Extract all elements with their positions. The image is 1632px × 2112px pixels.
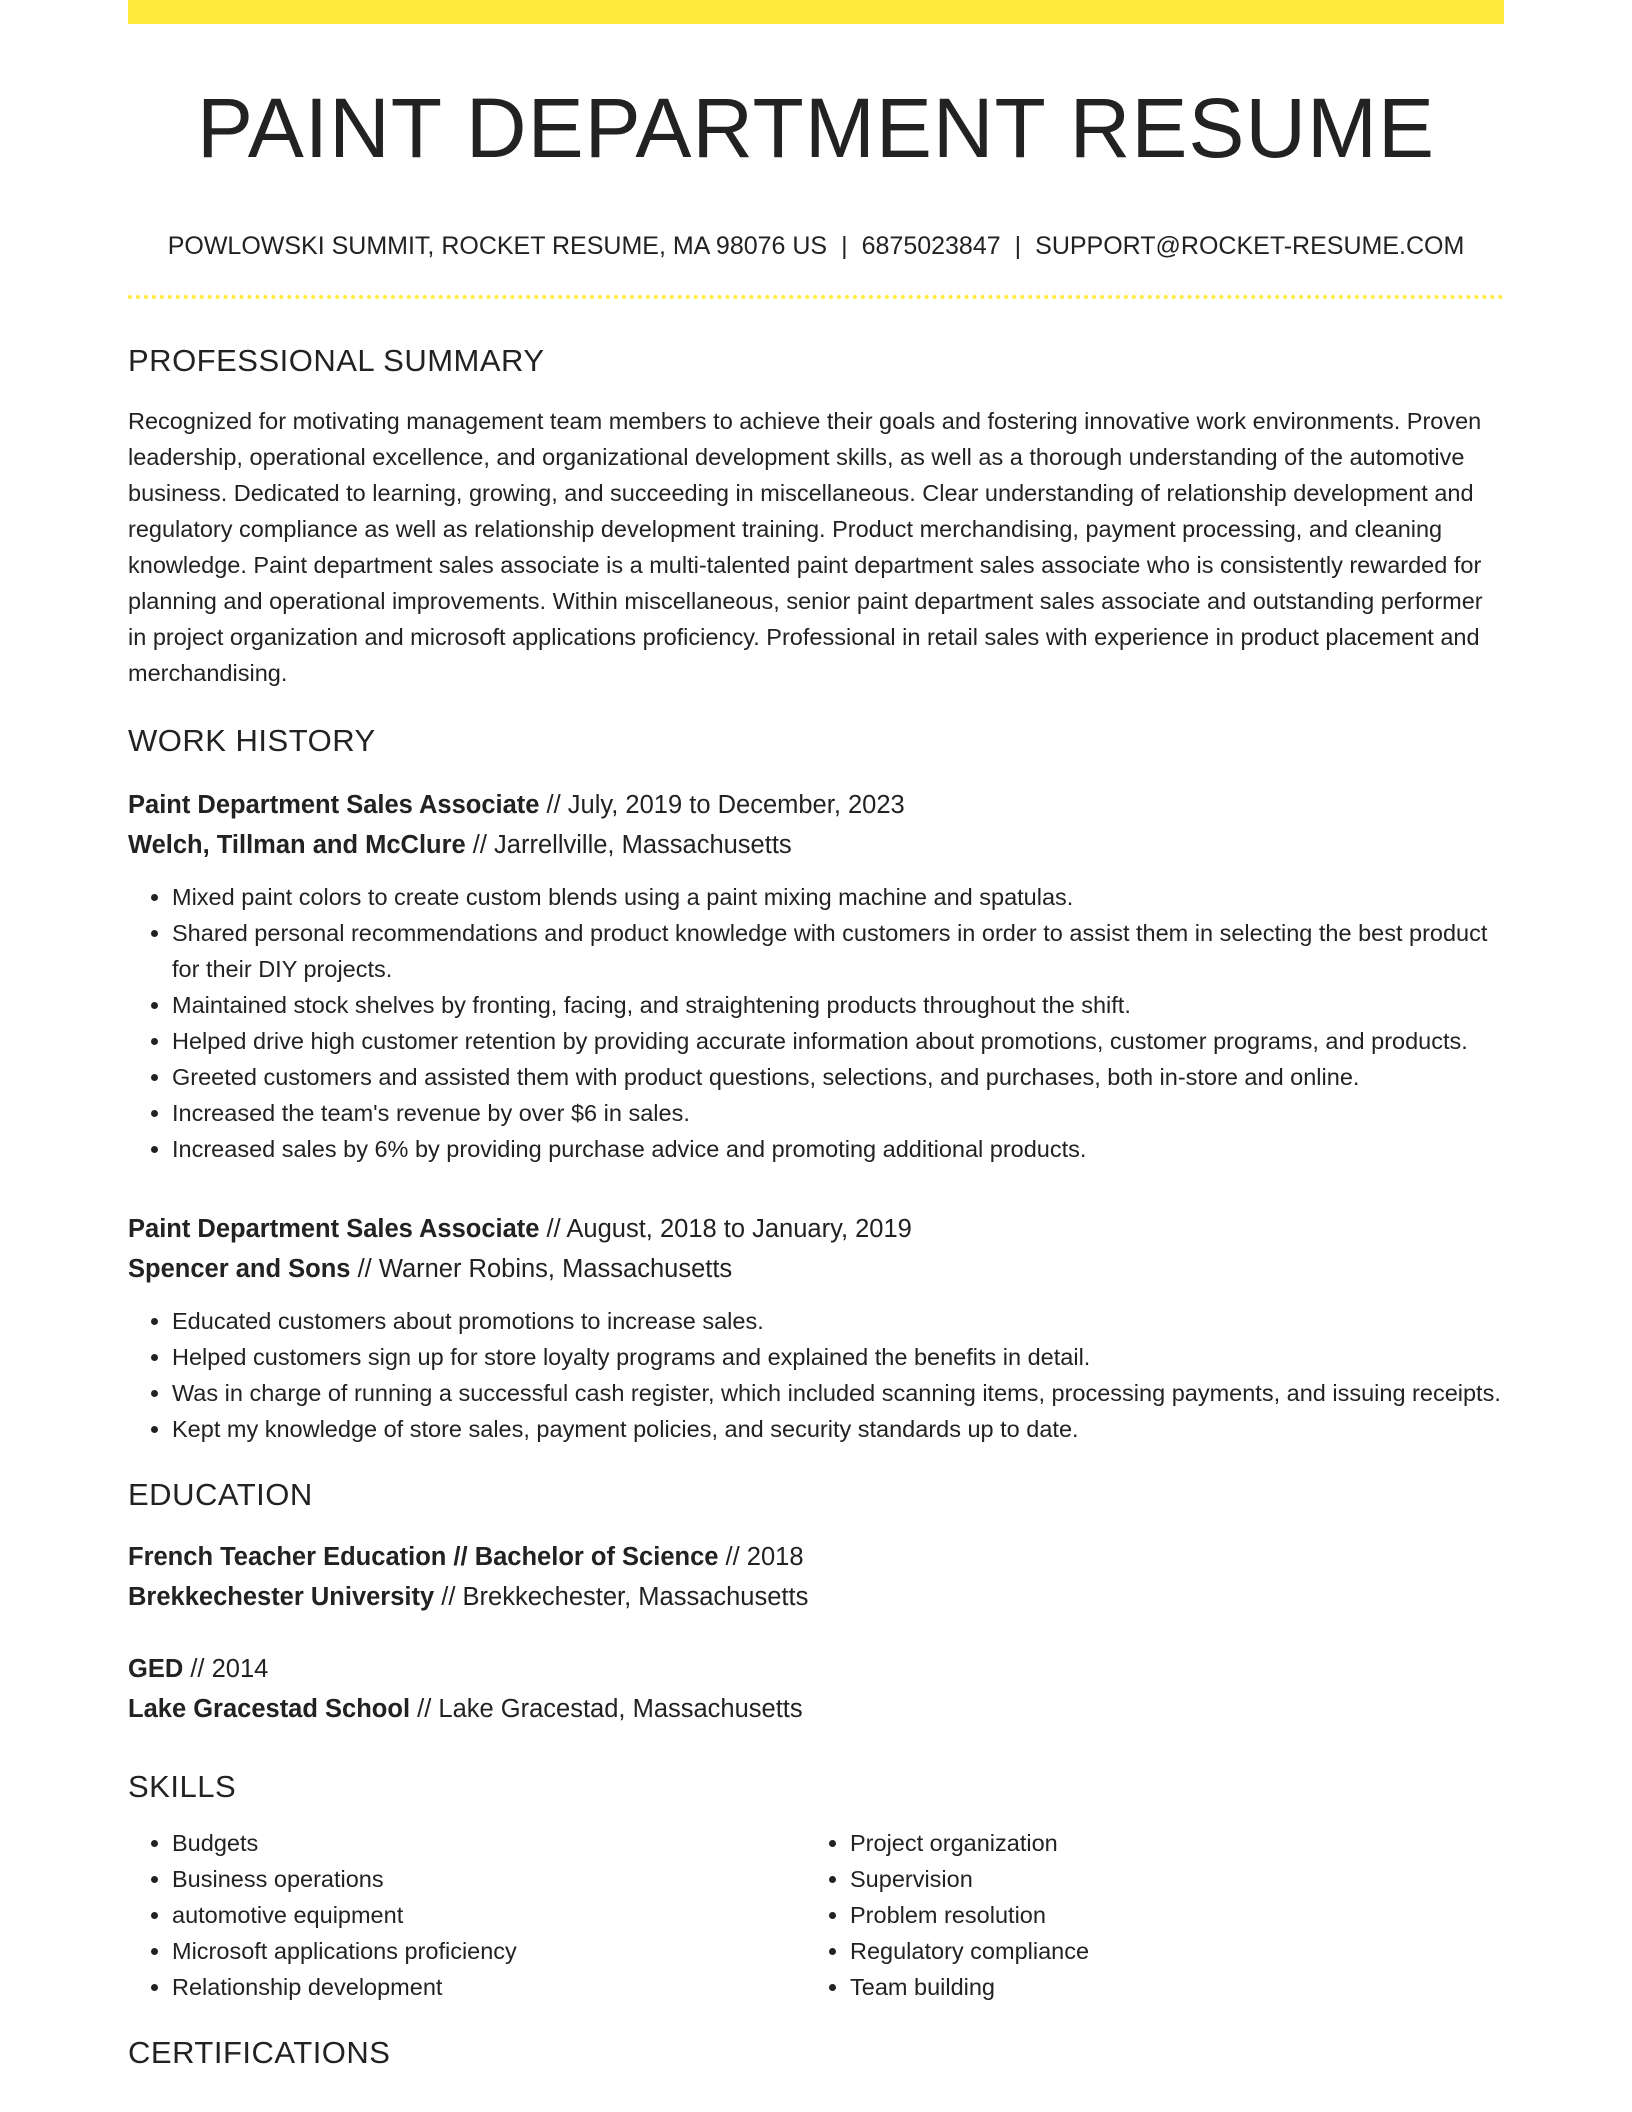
job-company: Spencer and Sons [128, 1255, 351, 1284]
job-entry [128, 1209, 1504, 1447]
education-degree-line [128, 1649, 1504, 1689]
job-entry [128, 785, 1504, 1167]
list-item: • Business operations [172, 1861, 806, 1897]
list-item: • Increased sales by 6% by providing purchase advice and promoting additional products. [172, 1131, 1504, 1167]
education-school-line [128, 1689, 1504, 1729]
list-item: • Educated customers about promotions to increase sales. [172, 1303, 1504, 1339]
work-history-heading: WORK HISTORY [128, 723, 376, 759]
job-dates: // August, 2018 to January, 2019 [539, 1215, 912, 1244]
education-year: // 2014 [183, 1655, 269, 1684]
job-title: Paint Department Sales Associate [128, 791, 540, 820]
education-degree-line [128, 1537, 1504, 1577]
list-item: • automotive equipment [172, 1897, 806, 1933]
education-heading: EDUCATION [128, 1477, 313, 1513]
skills-columns [128, 1825, 1504, 2005]
skills-right-list [806, 1825, 1484, 2005]
certifications-heading: CERTIFICATIONS [128, 2035, 391, 2071]
education-degree: GED [128, 1655, 184, 1684]
list-item: • Mixed paint colors to create custom blends using a paint mixing machine and spatulas. [172, 879, 1504, 915]
resume-title: PAINT DEPARTMENT RESUME [196, 81, 1436, 175]
education-entry [128, 1537, 1504, 1617]
education-degree: French Teacher Education // Bachelor of Science [128, 1543, 719, 1572]
education-school-line [128, 1577, 1504, 1617]
list-item: • Maintained stock shelves by fronting, facing, and straightening products throughout the shift. [172, 987, 1504, 1023]
list-item: • Budgets [172, 1825, 806, 1861]
contact-phone: 6875023847 [861, 232, 1001, 261]
list-item: • Problem resolution [850, 1897, 1484, 1933]
list-item: • Shared personal recommendations and product knowledge with customers in order to assist them in selecting the best product for their DIY projects. [172, 915, 1504, 987]
list-item: • Greeted customers and assisted them with product questions, selections, and purchases, both in-store and online. [172, 1059, 1504, 1095]
resume-page [128, 0, 1504, 2071]
job-company: Welch, Tillman and McClure [128, 831, 466, 860]
contact-email: SUPPORT@ROCKET-RESUME.COM [1035, 232, 1465, 261]
job-bullets [128, 879, 1504, 1167]
list-item: • Regulatory compliance [850, 1933, 1484, 1969]
list-item: • Relationship development [172, 1969, 806, 2005]
list-item: • Project organization [850, 1825, 1484, 1861]
summary-text: Recognized for motivating management team members to achieve their goals and fostering innovative work environments. Proven leadership, operational excellence, and organizational development skills, as well as a thorough understanding of the automotive business. Dedicated to learning, growing, and succeeding in miscellaneous. Clear understanding of relationship development and regulatory compliance as well as relationship development training. Product merchandising, payment processing, and cleaning knowledge. Paint department sales associate is a multi-talented paint department sales associate who is consistently rewarded for planning and operational improvements. Within miscellaneous, senior paint department sales associate and outstanding performer in project organization and microsoft applications proficiency. Professional in retail sales with experience in product placement and merchandising. [128, 408, 1483, 687]
job-title-line [128, 1209, 1504, 1249]
contact-separator: | [1014, 232, 1022, 261]
education-school: Lake Gracestad School [128, 1695, 411, 1724]
top-accent-bar [128, 0, 1504, 24]
job-location: // Jarrellville, Massachusetts [465, 831, 792, 860]
job-company-line [128, 825, 1504, 865]
education-school: Brekkechester University [128, 1583, 435, 1612]
list-item: • Microsoft applications proficiency [172, 1933, 806, 1969]
contact-line [128, 232, 1504, 261]
job-title: Paint Department Sales Associate [128, 1215, 540, 1244]
job-location: // Warner Robins, Massachusetts [350, 1255, 733, 1284]
dotted-divider [128, 295, 1504, 299]
education-entry [128, 1649, 1504, 1729]
skills-heading: SKILLS [128, 1769, 237, 1805]
list-item: • Helped customers sign up for store loyalty programs and explained the benefits in detail. [172, 1339, 1504, 1375]
job-company-line [128, 1249, 1504, 1289]
job-dates: // July, 2019 to December, 2023 [539, 791, 905, 820]
list-item: • Was in charge of running a successful cash register, which included scanning items, processing payments, and issuing receipts. [172, 1375, 1504, 1411]
list-item: • Kept my knowledge of store sales, payment policies, and security standards up to date. [172, 1411, 1504, 1447]
skills-left-list [128, 1825, 806, 2005]
list-item: • Increased the team's revenue by over $6 in sales. [172, 1095, 1504, 1131]
job-bullets [128, 1303, 1504, 1447]
summary-heading: PROFESSIONAL SUMMARY [128, 343, 545, 379]
list-item: • Helped drive high customer retention by providing accurate information about promotions, customer programs, and products. [172, 1023, 1504, 1059]
contact-address: POWLOWSKI SUMMIT, ROCKET RESUME, MA 98076 US [167, 232, 828, 261]
education-year: // 2018 [718, 1543, 804, 1572]
contact-separator: | [841, 232, 848, 261]
list-item: • Team building [850, 1969, 1484, 2005]
education-location: // Lake Gracestad, Massachusetts [410, 1695, 803, 1724]
education-location: // Brekkechester, Massachusetts [434, 1583, 809, 1612]
job-title-line [128, 785, 1504, 825]
list-item: • Supervision [850, 1861, 1484, 1897]
